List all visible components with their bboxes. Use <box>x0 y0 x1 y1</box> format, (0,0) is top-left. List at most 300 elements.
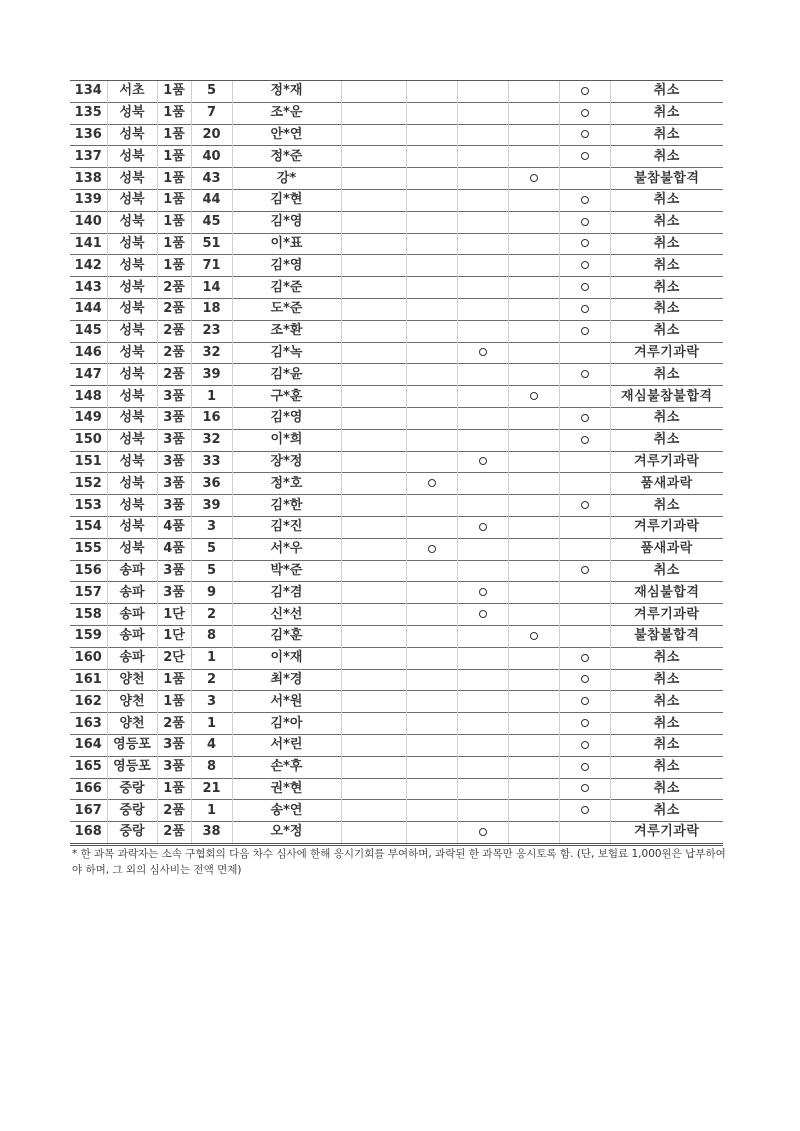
check-column-4 <box>508 124 559 146</box>
check-column-4 <box>508 189 559 211</box>
check-column-4 <box>508 778 559 800</box>
result-cell: 재심불참불합격 <box>610 386 723 408</box>
check-column-4 <box>508 495 559 517</box>
check-column-4 <box>508 713 559 735</box>
check-column-1 <box>341 713 406 735</box>
grade-cell: 4품 <box>157 516 191 538</box>
district-cell: 영등포 <box>107 734 157 756</box>
check-column-1 <box>341 538 406 560</box>
circle-mark-icon <box>479 457 487 465</box>
row-number: 156 <box>70 560 107 582</box>
result-cell: 불참불합격 <box>610 625 723 647</box>
district-cell: 성북 <box>107 538 157 560</box>
check-column-5 <box>559 451 610 473</box>
grade-cell: 3품 <box>157 451 191 473</box>
district-cell: 서초 <box>107 81 157 103</box>
grade-cell: 2단 <box>157 647 191 669</box>
name-cell: 김*준 <box>232 277 341 299</box>
circle-mark-icon <box>428 545 436 553</box>
name-cell: 이*희 <box>232 429 341 451</box>
check-column-1 <box>341 800 406 822</box>
check-column-2 <box>406 756 457 778</box>
check-column-5 <box>559 407 610 429</box>
district-cell: 중랑 <box>107 822 157 845</box>
check-column-1 <box>341 778 406 800</box>
table-row <box>70 582 723 604</box>
exam-number-cell: 3 <box>191 516 232 538</box>
district-cell: 성북 <box>107 473 157 495</box>
row-number: 141 <box>70 233 107 255</box>
check-column-4 <box>508 233 559 255</box>
circle-mark-icon <box>428 479 436 487</box>
check-column-2 <box>406 560 457 582</box>
check-column-2 <box>406 516 457 538</box>
exam-number-cell: 16 <box>191 407 232 429</box>
district-cell: 성북 <box>107 255 157 277</box>
check-column-2 <box>406 364 457 386</box>
grade-cell: 1품 <box>157 691 191 713</box>
district-cell: 송파 <box>107 625 157 647</box>
table-row <box>70 691 723 713</box>
result-cell: 품새과락 <box>610 473 723 495</box>
circle-mark-icon <box>581 501 589 509</box>
grade-cell: 1품 <box>157 778 191 800</box>
grade-cell: 2품 <box>157 800 191 822</box>
check-column-5 <box>559 734 610 756</box>
name-cell: 도*준 <box>232 298 341 320</box>
district-cell: 성북 <box>107 189 157 211</box>
circle-mark-icon <box>479 610 487 618</box>
check-column-5 <box>559 189 610 211</box>
check-column-4 <box>508 734 559 756</box>
row-number: 151 <box>70 451 107 473</box>
result-cell: 취소 <box>610 102 723 124</box>
check-column-3 <box>457 516 508 538</box>
check-column-4 <box>508 451 559 473</box>
check-column-4 <box>508 604 559 626</box>
circle-mark-icon <box>479 348 487 356</box>
row-number: 162 <box>70 691 107 713</box>
check-column-1 <box>341 516 406 538</box>
row-number: 142 <box>70 255 107 277</box>
exam-number-cell: 9 <box>191 582 232 604</box>
row-number: 160 <box>70 647 107 669</box>
grade-cell: 1품 <box>157 146 191 168</box>
check-column-1 <box>341 451 406 473</box>
check-column-4 <box>508 538 559 560</box>
table-row <box>70 822 723 845</box>
check-column-5 <box>559 146 610 168</box>
check-column-1 <box>341 298 406 320</box>
district-cell: 중랑 <box>107 800 157 822</box>
name-cell: 김*진 <box>232 516 341 538</box>
table-row <box>70 495 723 517</box>
table-row <box>70 146 723 168</box>
district-cell: 양천 <box>107 669 157 691</box>
check-column-5 <box>559 604 610 626</box>
table-row <box>70 778 723 800</box>
check-column-5 <box>559 233 610 255</box>
circle-mark-icon <box>581 109 589 117</box>
check-column-1 <box>341 669 406 691</box>
result-cell: 취소 <box>610 189 723 211</box>
check-column-4 <box>508 168 559 190</box>
row-number: 143 <box>70 277 107 299</box>
name-cell: 김*현 <box>232 189 341 211</box>
check-column-4 <box>508 800 559 822</box>
exam-number-cell: 71 <box>191 255 232 277</box>
exam-number-cell: 23 <box>191 320 232 342</box>
check-column-1 <box>341 277 406 299</box>
check-column-5 <box>559 713 610 735</box>
name-cell: 오*정 <box>232 822 341 845</box>
name-cell: 김*겸 <box>232 582 341 604</box>
table-row <box>70 189 723 211</box>
check-column-5 <box>559 124 610 146</box>
circle-mark-icon <box>581 719 589 727</box>
check-column-5 <box>559 386 610 408</box>
row-number: 148 <box>70 386 107 408</box>
district-cell: 성북 <box>107 211 157 233</box>
check-column-1 <box>341 342 406 364</box>
check-column-5 <box>559 538 610 560</box>
check-column-3 <box>457 495 508 517</box>
grade-cell: 3품 <box>157 582 191 604</box>
check-column-1 <box>341 756 406 778</box>
exam-number-cell: 21 <box>191 778 232 800</box>
row-number: 158 <box>70 604 107 626</box>
exam-number-cell: 8 <box>191 756 232 778</box>
row-number: 167 <box>70 800 107 822</box>
check-column-2 <box>406 451 457 473</box>
result-cell: 겨루기과락 <box>610 604 723 626</box>
row-number: 144 <box>70 298 107 320</box>
name-cell: 정*호 <box>232 473 341 495</box>
table-row <box>70 386 723 408</box>
result-cell: 취소 <box>610 560 723 582</box>
check-column-2 <box>406 407 457 429</box>
check-column-2 <box>406 822 457 845</box>
check-column-5 <box>559 800 610 822</box>
table-row <box>70 233 723 255</box>
check-column-3 <box>457 538 508 560</box>
row-number: 154 <box>70 516 107 538</box>
check-column-3 <box>457 734 508 756</box>
row-number: 145 <box>70 320 107 342</box>
result-cell: 겨루기과락 <box>610 822 723 845</box>
row-number: 135 <box>70 102 107 124</box>
check-column-2 <box>406 691 457 713</box>
check-column-5 <box>559 669 610 691</box>
name-cell: 김*윤 <box>232 364 341 386</box>
grade-cell: 3품 <box>157 429 191 451</box>
check-column-1 <box>341 146 406 168</box>
check-column-3 <box>457 277 508 299</box>
exam-number-cell: 18 <box>191 298 232 320</box>
district-cell: 양천 <box>107 691 157 713</box>
check-column-4 <box>508 298 559 320</box>
result-cell: 취소 <box>610 756 723 778</box>
result-cell: 취소 <box>610 495 723 517</box>
table-row <box>70 669 723 691</box>
name-cell: 신*선 <box>232 604 341 626</box>
result-cell: 겨루기과락 <box>610 342 723 364</box>
name-cell: 서*우 <box>232 538 341 560</box>
check-column-3 <box>457 124 508 146</box>
name-cell: 구*훈 <box>232 386 341 408</box>
exam-number-cell: 1 <box>191 386 232 408</box>
grade-cell: 3품 <box>157 495 191 517</box>
name-cell: 강* <box>232 168 341 190</box>
check-column-3 <box>457 146 508 168</box>
check-column-1 <box>341 364 406 386</box>
exam-number-cell: 3 <box>191 691 232 713</box>
name-cell: 김*녹 <box>232 342 341 364</box>
exam-number-cell: 51 <box>191 233 232 255</box>
result-cell: 겨루기과락 <box>610 451 723 473</box>
grade-cell: 3품 <box>157 734 191 756</box>
check-column-3 <box>457 342 508 364</box>
exam-number-cell: 32 <box>191 342 232 364</box>
name-cell: 서*원 <box>232 691 341 713</box>
row-number: 163 <box>70 713 107 735</box>
district-cell: 성북 <box>107 516 157 538</box>
district-cell: 성북 <box>107 102 157 124</box>
check-column-4 <box>508 625 559 647</box>
check-column-5 <box>559 822 610 845</box>
result-cell: 취소 <box>610 233 723 255</box>
exam-number-cell: 44 <box>191 189 232 211</box>
exam-number-cell: 40 <box>191 146 232 168</box>
check-column-5 <box>559 429 610 451</box>
result-cell: 취소 <box>610 734 723 756</box>
check-column-5 <box>559 756 610 778</box>
check-column-2 <box>406 320 457 342</box>
check-column-1 <box>341 822 406 845</box>
check-column-2 <box>406 255 457 277</box>
grade-cell: 2품 <box>157 713 191 735</box>
result-cell: 취소 <box>610 778 723 800</box>
check-column-2 <box>406 386 457 408</box>
result-cell: 취소 <box>610 429 723 451</box>
check-column-3 <box>457 778 508 800</box>
circle-mark-icon <box>581 283 589 291</box>
grade-cell: 1품 <box>157 124 191 146</box>
district-cell: 성북 <box>107 407 157 429</box>
row-number: 152 <box>70 473 107 495</box>
check-column-2 <box>406 102 457 124</box>
circle-mark-icon <box>581 784 589 792</box>
check-column-4 <box>508 756 559 778</box>
name-cell: 송*연 <box>232 800 341 822</box>
check-column-1 <box>341 604 406 626</box>
check-column-4 <box>508 669 559 691</box>
check-column-5 <box>559 691 610 713</box>
exam-number-cell: 20 <box>191 124 232 146</box>
check-column-3 <box>457 669 508 691</box>
row-number: 159 <box>70 625 107 647</box>
check-column-1 <box>341 691 406 713</box>
circle-mark-icon <box>479 588 487 596</box>
result-cell: 취소 <box>610 691 723 713</box>
check-column-1 <box>341 386 406 408</box>
exam-number-cell: 2 <box>191 604 232 626</box>
table-row <box>70 255 723 277</box>
grade-cell: 1품 <box>157 81 191 103</box>
circle-mark-icon <box>581 654 589 662</box>
circle-mark-icon <box>581 806 589 814</box>
table-row <box>70 124 723 146</box>
row-number: 146 <box>70 342 107 364</box>
row-number: 164 <box>70 734 107 756</box>
name-cell: 권*현 <box>232 778 341 800</box>
check-column-3 <box>457 647 508 669</box>
result-cell: 취소 <box>610 364 723 386</box>
name-cell: 서*린 <box>232 734 341 756</box>
check-column-1 <box>341 81 406 103</box>
exam-number-cell: 43 <box>191 168 232 190</box>
check-column-2 <box>406 168 457 190</box>
circle-mark-icon <box>530 392 538 400</box>
check-column-2 <box>406 124 457 146</box>
name-cell: 장*정 <box>232 451 341 473</box>
check-column-4 <box>508 255 559 277</box>
check-column-2 <box>406 81 457 103</box>
row-number: 168 <box>70 822 107 845</box>
exam-number-cell: 1 <box>191 713 232 735</box>
row-number: 140 <box>70 211 107 233</box>
district-cell: 성북 <box>107 298 157 320</box>
grade-cell: 1품 <box>157 255 191 277</box>
grade-cell: 3품 <box>157 407 191 429</box>
check-column-3 <box>457 211 508 233</box>
result-cell: 취소 <box>610 211 723 233</box>
row-number: 157 <box>70 582 107 604</box>
table-row <box>70 538 723 560</box>
check-column-1 <box>341 625 406 647</box>
grade-cell: 3품 <box>157 386 191 408</box>
check-column-5 <box>559 168 610 190</box>
district-cell: 양천 <box>107 713 157 735</box>
exam-number-cell: 8 <box>191 625 232 647</box>
check-column-4 <box>508 146 559 168</box>
check-column-5 <box>559 495 610 517</box>
check-column-2 <box>406 800 457 822</box>
grade-cell: 2품 <box>157 364 191 386</box>
circle-mark-icon <box>479 828 487 836</box>
district-cell: 성북 <box>107 451 157 473</box>
district-cell: 성북 <box>107 233 157 255</box>
check-column-4 <box>508 81 559 103</box>
check-column-3 <box>457 800 508 822</box>
check-column-3 <box>457 386 508 408</box>
circle-mark-icon <box>581 239 589 247</box>
grade-cell: 1품 <box>157 189 191 211</box>
grade-cell: 3품 <box>157 560 191 582</box>
district-cell: 성북 <box>107 320 157 342</box>
grade-cell: 2품 <box>157 298 191 320</box>
district-cell: 영등포 <box>107 756 157 778</box>
table-row <box>70 429 723 451</box>
exam-number-cell: 1 <box>191 647 232 669</box>
exam-number-cell: 1 <box>191 800 232 822</box>
check-column-2 <box>406 342 457 364</box>
name-cell: 박*준 <box>232 560 341 582</box>
circle-mark-icon <box>581 152 589 160</box>
result-cell: 취소 <box>610 647 723 669</box>
check-column-4 <box>508 647 559 669</box>
district-cell: 송파 <box>107 560 157 582</box>
row-number: 136 <box>70 124 107 146</box>
result-cell: 취소 <box>610 669 723 691</box>
row-number: 153 <box>70 495 107 517</box>
grade-cell: 3품 <box>157 473 191 495</box>
exam-number-cell: 38 <box>191 822 232 845</box>
exam-number-cell: 14 <box>191 277 232 299</box>
table-row <box>70 756 723 778</box>
name-cell: 이*재 <box>232 647 341 669</box>
grade-cell: 1품 <box>157 211 191 233</box>
check-column-5 <box>559 81 610 103</box>
result-cell: 취소 <box>610 277 723 299</box>
row-number: 139 <box>70 189 107 211</box>
check-column-4 <box>508 364 559 386</box>
check-column-1 <box>341 255 406 277</box>
district-cell: 성북 <box>107 146 157 168</box>
district-cell: 성북 <box>107 168 157 190</box>
name-cell: 김*영 <box>232 211 341 233</box>
circle-mark-icon <box>479 523 487 531</box>
district-cell: 성북 <box>107 342 157 364</box>
circle-mark-icon <box>581 327 589 335</box>
check-column-4 <box>508 582 559 604</box>
result-cell: 불참불합격 <box>610 168 723 190</box>
circle-mark-icon <box>581 305 589 313</box>
check-column-5 <box>559 277 610 299</box>
grade-cell: 2품 <box>157 822 191 845</box>
check-column-3 <box>457 604 508 626</box>
circle-mark-icon <box>530 632 538 640</box>
grade-cell: 1품 <box>157 168 191 190</box>
row-number: 147 <box>70 364 107 386</box>
check-column-1 <box>341 473 406 495</box>
name-cell: 이*표 <box>232 233 341 255</box>
check-column-3 <box>457 168 508 190</box>
district-cell: 중랑 <box>107 778 157 800</box>
name-cell: 손*후 <box>232 756 341 778</box>
check-column-1 <box>341 102 406 124</box>
table-row <box>70 713 723 735</box>
check-column-3 <box>457 582 508 604</box>
check-column-3 <box>457 233 508 255</box>
circle-mark-icon <box>581 436 589 444</box>
check-column-3 <box>457 451 508 473</box>
check-column-5 <box>559 320 610 342</box>
check-column-2 <box>406 604 457 626</box>
table-row <box>70 342 723 364</box>
check-column-3 <box>457 473 508 495</box>
circle-mark-icon <box>581 196 589 204</box>
table-row <box>70 211 723 233</box>
result-cell: 취소 <box>610 298 723 320</box>
check-column-2 <box>406 778 457 800</box>
check-column-3 <box>457 713 508 735</box>
circle-mark-icon <box>581 763 589 771</box>
check-column-2 <box>406 495 457 517</box>
grade-cell: 1품 <box>157 102 191 124</box>
row-number: 155 <box>70 538 107 560</box>
grade-cell: 4품 <box>157 538 191 560</box>
